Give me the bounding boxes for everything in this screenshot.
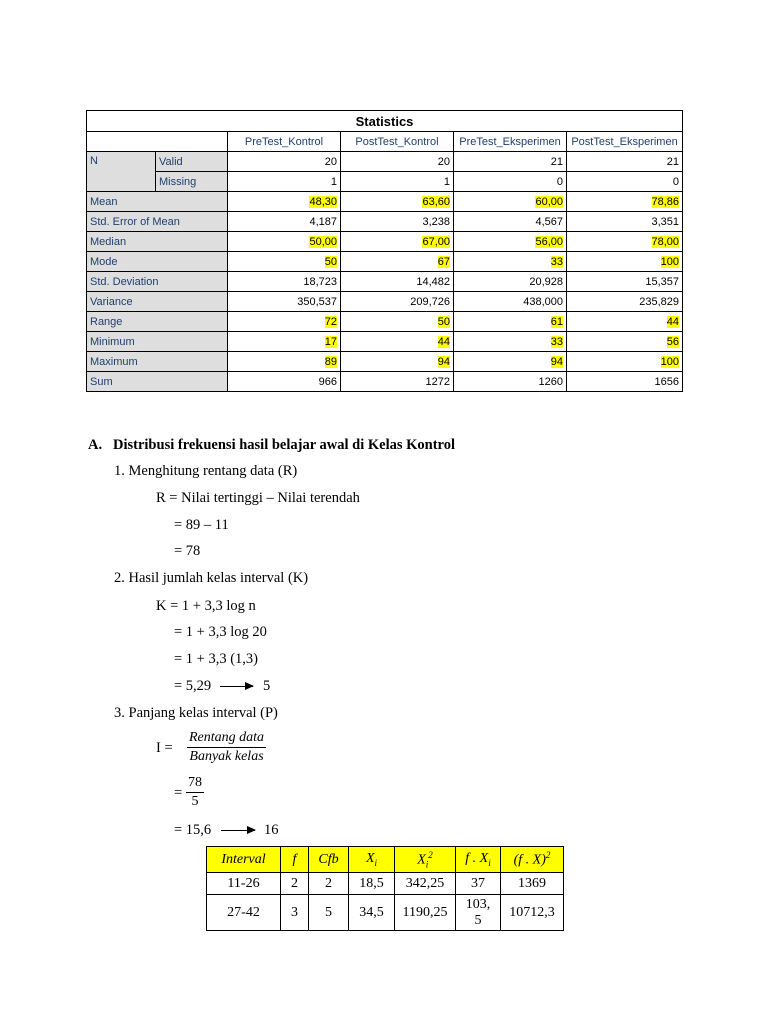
cell: [454, 352, 567, 372]
superscript-2: 2: [545, 850, 551, 861]
subscript-i: i: [374, 857, 378, 868]
step-1-line: R = Nilai tertinggi – Nilai terendah: [156, 490, 360, 506]
fraction-denominator: 5: [191, 794, 199, 809]
highlighted-value: 61: [550, 315, 563, 328]
step-3-rounded: 16: [264, 822, 279, 838]
cell: 3,351: [567, 212, 683, 232]
row-label: Std. Error of Mean: [87, 212, 228, 232]
highlighted-value: 44: [437, 335, 450, 348]
row-label: Maximum: [87, 352, 228, 372]
step-3-i-label: I =: [156, 740, 173, 756]
column-header: PostTest_Kontrol: [341, 132, 454, 152]
row-label: Minimum: [87, 332, 228, 352]
step-2-line: = 1 + 3,3 (1,3): [174, 651, 259, 667]
subscript-i: i: [488, 857, 491, 868]
header-text: f . X: [465, 851, 489, 867]
cell: 1369: [501, 873, 564, 895]
highlighted-value: 44: [666, 315, 680, 328]
row-label: Mode: [87, 252, 228, 272]
cell: [454, 312, 567, 332]
cell: 14,482: [341, 272, 454, 292]
column-header-xi: [349, 847, 395, 873]
header-text: X: [365, 851, 375, 867]
cell: 18,723: [228, 272, 341, 292]
fraction-denominator: Banyak kelas: [189, 749, 264, 764]
highlighted-value: 100: [660, 255, 680, 268]
cell: [228, 192, 341, 212]
cell: [456, 895, 501, 931]
table-row: [87, 272, 683, 292]
cell: 2: [309, 873, 349, 895]
table-row: [87, 292, 683, 312]
highlighted-value: 56: [666, 335, 680, 348]
cell: 438,000: [454, 292, 567, 312]
table-row: [87, 332, 683, 352]
row-label: Valid: [156, 152, 228, 172]
cell: 37: [456, 873, 501, 895]
superscript-2: 2: [428, 849, 433, 860]
step-1-line: = 89 – 11: [174, 517, 229, 533]
highlighted-value: 50,00: [309, 235, 337, 248]
corner-cell: [87, 132, 228, 152]
step-1-heading: 1. Menghitung rentang data (R): [114, 463, 298, 479]
cell: 1190,25: [395, 895, 456, 931]
row-label: Missing: [156, 172, 228, 192]
cell: [454, 232, 567, 252]
statistics-table: [86, 110, 683, 392]
cell: 0: [454, 172, 567, 192]
cell: 20,928: [454, 272, 567, 292]
cell: 1272: [341, 372, 454, 392]
cell: 3: [281, 895, 309, 931]
highlighted-value: 78,00: [651, 235, 680, 248]
cell: 350,537: [228, 292, 341, 312]
highlighted-value: 78,86: [651, 195, 680, 208]
cell: 1656: [567, 372, 683, 392]
cell: 966: [228, 372, 341, 392]
cell: 11-26: [207, 873, 281, 895]
cell: [228, 312, 341, 332]
cell: 4,567: [454, 212, 567, 232]
cell: 10712,3: [501, 895, 564, 931]
step-3-equals: =: [174, 785, 183, 801]
cell-line: 5: [474, 912, 482, 928]
table-caption: Statistics: [87, 111, 683, 132]
step-3-heading: 3. Panjang kelas interval (P): [114, 705, 278, 721]
section-title: Distribusi frekuensi hasil belajar awal di Kelas Kontrol: [113, 437, 455, 453]
cell: [454, 192, 567, 212]
step-2-line: K = 1 + 3,3 log n: [156, 598, 256, 614]
column-header-fxi: [456, 847, 501, 873]
cell: [567, 332, 683, 352]
highlighted-value: 72: [324, 315, 337, 328]
highlighted-value: 33: [550, 255, 563, 268]
column-header: f: [281, 847, 309, 873]
row-label: Mean: [87, 192, 228, 212]
cell: 20: [228, 152, 341, 172]
row-label: Variance: [87, 292, 228, 312]
highlighted-value: 94: [550, 355, 563, 368]
cell: 21: [454, 152, 567, 172]
table-row: [207, 873, 564, 895]
fraction-numerator: 78: [186, 774, 204, 793]
cell: [454, 252, 567, 272]
cell: [567, 352, 683, 372]
right-arrow-icon: [221, 830, 255, 831]
cell: 27-42: [207, 895, 281, 931]
cell-line: 103,: [465, 896, 491, 912]
cell: [228, 352, 341, 372]
frequency-table: [206, 846, 564, 931]
column-header: Interval: [207, 847, 281, 873]
table-row: [87, 212, 683, 232]
table-row: [87, 152, 683, 172]
row-label: Sum: [87, 372, 228, 392]
step-2-heading: 2. Hasil jumlah kelas interval (K): [114, 570, 309, 586]
column-header: Cfb: [309, 847, 349, 873]
cell: 20: [341, 152, 454, 172]
cell: [341, 352, 454, 372]
cell: [567, 252, 683, 272]
subscript-i: i: [425, 859, 429, 870]
fraction-range-over-classes: [187, 729, 266, 766]
cell: 342,25: [395, 873, 456, 895]
highlighted-value: 94: [437, 355, 450, 368]
cell: 2: [281, 873, 309, 895]
cell: 1260: [454, 372, 567, 392]
row-group-n: N: [87, 152, 156, 192]
step-2-line: = 5,29: [174, 678, 212, 694]
step-1-line: = 78: [174, 543, 201, 559]
cell: [341, 192, 454, 212]
step-3-result: = 15,6: [174, 822, 212, 838]
cell: 1: [228, 172, 341, 192]
step-2-rounded: 5: [263, 678, 271, 694]
column-header: PreTest_Eksperimen: [454, 132, 567, 152]
fraction-numerator: Rentang data: [187, 729, 266, 748]
highlighted-value: 56,00: [535, 235, 563, 248]
highlighted-value: 50: [324, 255, 337, 268]
cell: 3,238: [341, 212, 454, 232]
header-text: X: [417, 852, 426, 868]
cell: 235,829: [567, 292, 683, 312]
highlighted-value: 48,30: [309, 195, 337, 208]
cell: 4,187: [228, 212, 341, 232]
table-row: [87, 312, 683, 332]
highlighted-value: 67,00: [422, 235, 450, 248]
row-label: Median: [87, 232, 228, 252]
cell: [567, 232, 683, 252]
highlighted-value: 67: [437, 255, 450, 268]
table-row: [87, 252, 683, 272]
header-text: (f . X): [513, 852, 546, 868]
column-header: PreTest_Kontrol: [228, 132, 341, 152]
column-header-fxi-squared: [501, 847, 564, 873]
cell: [567, 312, 683, 332]
cell: 209,726: [341, 292, 454, 312]
cell: 34,5: [349, 895, 395, 931]
table-row: [87, 232, 683, 252]
cell: [454, 332, 567, 352]
table-row: [87, 172, 683, 192]
highlighted-value: 60,00: [535, 195, 563, 208]
row-label: Std. Deviation: [87, 272, 228, 292]
cell: [228, 252, 341, 272]
highlighted-value: 17: [324, 335, 337, 348]
table-row: [87, 192, 683, 212]
column-header-xi-squared: [395, 847, 456, 873]
cell: 1: [341, 172, 454, 192]
cell: 0: [567, 172, 683, 192]
highlighted-value: 33: [550, 335, 563, 348]
fraction-78-over-5: [186, 774, 204, 811]
right-arrow-icon: [220, 686, 253, 687]
cell: [341, 252, 454, 272]
highlighted-value: 63,60: [422, 195, 450, 208]
highlighted-value: 50: [437, 315, 450, 328]
cell: 5: [309, 895, 349, 931]
step-2-line: = 1 + 3,3 log 20: [174, 624, 267, 640]
cell: 21: [567, 152, 683, 172]
cell: [228, 332, 341, 352]
table-row: [87, 352, 683, 372]
highlighted-value: 100: [660, 355, 680, 368]
cell: 15,357: [567, 272, 683, 292]
cell: [341, 332, 454, 352]
cell: [341, 232, 454, 252]
cell: [228, 232, 341, 252]
table-row: [87, 372, 683, 392]
highlighted-value: 89: [324, 355, 337, 368]
section-letter: A.: [88, 437, 103, 453]
cell: [341, 312, 454, 332]
table-row: [207, 895, 564, 931]
cell: 18,5: [349, 873, 395, 895]
row-label: Range: [87, 312, 228, 332]
column-header: PostTest_Eksperimen: [567, 132, 683, 152]
cell: [567, 192, 683, 212]
